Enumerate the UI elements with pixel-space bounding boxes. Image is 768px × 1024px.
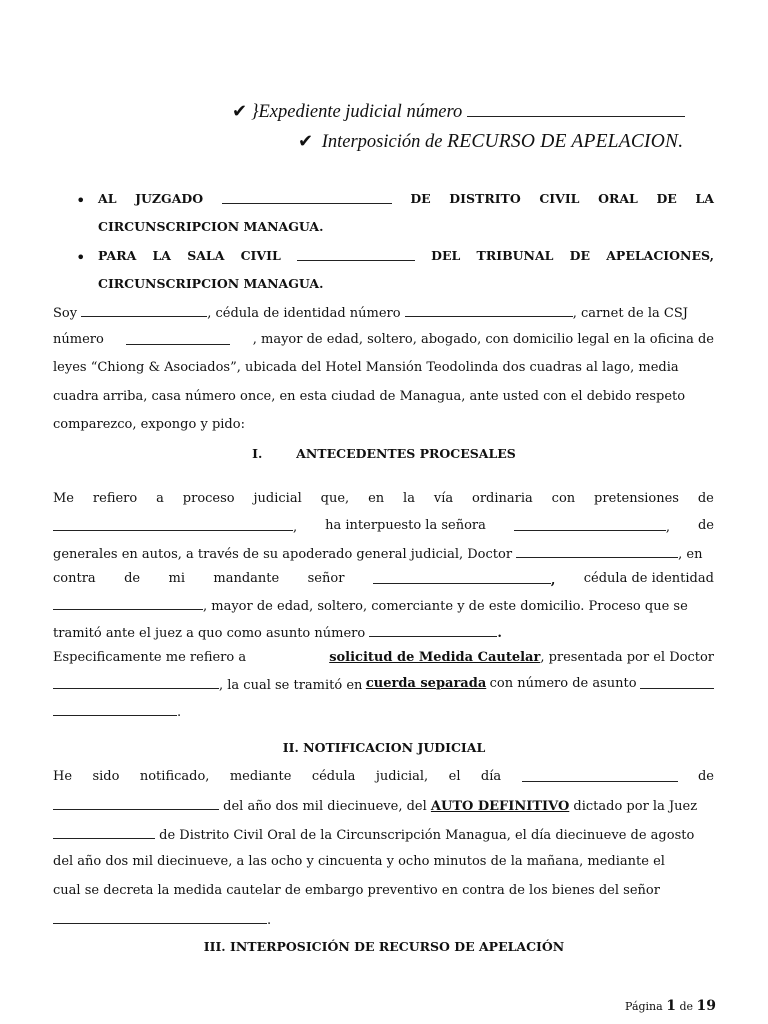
blank-field xyxy=(373,571,551,584)
checkmark-icon: ✔ xyxy=(232,101,248,121)
sec1-line-6: tramitó ante el juez a quo como asunto número . xyxy=(53,626,502,641)
address-line-3: PARA LA SALA CIVIL DEL TRIBUNAL DE APELACIONES, xyxy=(98,248,714,263)
blank-field xyxy=(53,703,177,716)
sec2-line-5: cual se decreta la medida cautelar de embargo preventivo en contra de los bienes del señor xyxy=(53,883,660,898)
blank-field xyxy=(126,332,230,345)
blank-field xyxy=(467,104,685,117)
address-line-2: CIRCUNSCRIPCION MANAGUA. xyxy=(98,219,324,234)
address-line-4: CIRCUNSCRIPCION MANAGUA. xyxy=(98,276,324,291)
sec1-line-8: , la cual se tramitó en cuerda separada con número de asunto xyxy=(53,676,714,693)
sec1-line-2: , ha interpuesto la señora , de xyxy=(53,518,714,535)
blank-field xyxy=(53,518,293,531)
intro-line-3: leyes “Chiong & Asociados”, ubicada del Hotel Mansión Teodolinda dos cuadras al lago, media xyxy=(53,360,679,375)
section-heading-1: I. ANTECEDENTES PROCESALES xyxy=(252,446,516,461)
blank-field xyxy=(514,518,666,531)
recurso-label: RECURSO DE APELACION. xyxy=(447,131,684,152)
sec2-line-3: de Distrito Civil Oral de la Circunscripción Managua, el día diecinueve de agosto xyxy=(53,826,714,843)
section-heading-2: II. NOTIFICACION JUDICIAL xyxy=(282,740,486,755)
interposicion-label: Interposición de xyxy=(321,132,443,152)
blank-field xyxy=(81,304,207,317)
blank-field xyxy=(640,676,714,689)
expediente-title xyxy=(232,101,685,123)
blank-field xyxy=(53,676,219,689)
intro-line-4: cuadra arriba, casa número once, en esta ciudad de Managua, ante usted con el debido respeto xyxy=(53,389,686,404)
address-line-1: AL JUZGADO DE DISTRITO CIVIL ORAL DE LA xyxy=(98,191,714,206)
intro-line-2: número , mayor de edad, soltero, abogado, con domicilio legal en la oficina de xyxy=(53,332,714,347)
sec1-line-7: Especificamente me refiero a solicitud de Medida Cautelar, presentada por el Doctor xyxy=(53,650,714,665)
sec1-line-3: generales en autos, a través de su apoderado general judicial, Doctor , en xyxy=(53,547,703,562)
page-number: Página 1 de 19 xyxy=(625,998,716,1014)
blank-field xyxy=(369,624,497,637)
blank-field xyxy=(53,597,203,610)
sec2-line-2: del año dos mil diecinueve, del AUTO DEFINITIVO dictado por la Juez xyxy=(53,797,714,814)
sec1-line-4: contra de mi mandante señor , cédula de identidad xyxy=(53,571,714,588)
sec2-line-4: del año dos mil diecinueve, a las ocho y cincuenta y ocho minutos de la mañana, mediante el xyxy=(53,854,665,869)
intro-line-5: comparezco, expongo y pido: xyxy=(53,417,245,432)
checkmark-icon: ✔ xyxy=(298,131,314,151)
sec1-line-1: Me refiero a proceso judicial que, en la vía ordinaria con pretensiones de xyxy=(53,491,714,506)
blank-field xyxy=(522,769,678,782)
sec2-line-6: . xyxy=(53,911,714,928)
blank-field xyxy=(53,826,155,839)
blank-field xyxy=(516,545,678,558)
blank-field xyxy=(53,911,267,924)
bullet-icon: • xyxy=(76,191,86,210)
bullet-icon: • xyxy=(76,248,86,267)
blank-field xyxy=(405,304,573,317)
sec2-line-1: He sido notificado, mediante cédula judicial, el día de xyxy=(53,769,714,784)
expediente-label: }Expediente judicial número xyxy=(251,102,463,122)
blank-field xyxy=(297,248,415,261)
section-heading-3: III. INTERPOSICIÓN DE RECURSO DE APELACIÓN xyxy=(203,939,565,954)
blank-field xyxy=(222,191,392,204)
blank-field xyxy=(53,797,219,810)
sec1-line-9: . xyxy=(53,703,714,720)
total-pages: 19 xyxy=(696,998,716,1014)
sec1-line-5: , mayor de edad, soltero, comerciante y de este domicilio. Proceso que se xyxy=(53,597,714,614)
interposicion-title xyxy=(298,131,683,153)
intro-line-1: Soy , cédula de identidad número , carnet de la CSJ xyxy=(53,306,688,321)
current-page: 1 xyxy=(666,998,676,1014)
